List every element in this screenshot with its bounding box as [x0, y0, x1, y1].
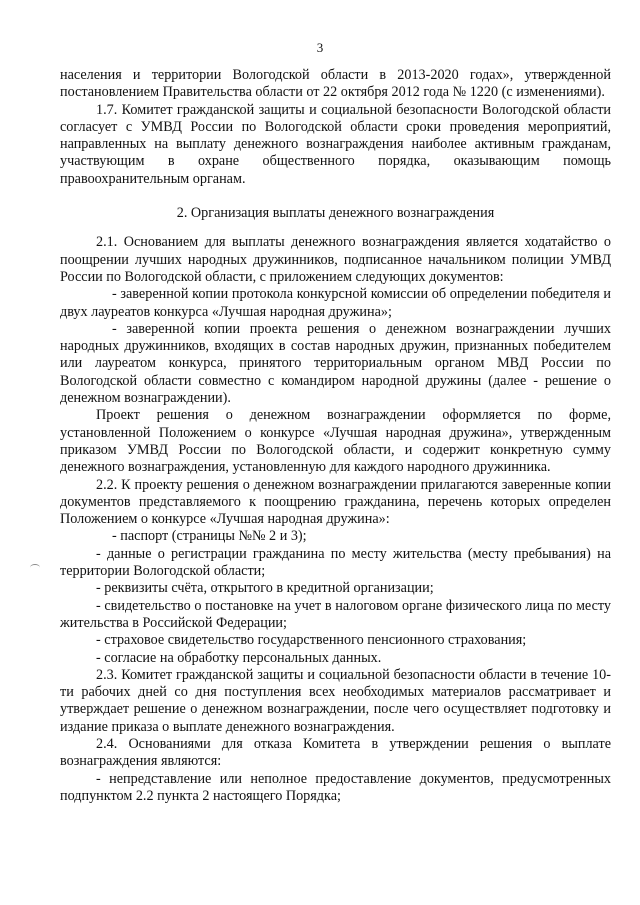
list-item: - реквизиты счёта, открытого в кредитной организации;	[96, 580, 434, 597]
list-item: - заверенной копии проекта решения о денежном вознаграждении лучших народных дружинников, входящих в состав народных дружин, признанных победителем или лауреатом конкурса, принятого территориальным органом МВД России по Вологодской области совместно с командиром народной дружины (далее - решение о денежном вознаграждении).	[60, 320, 611, 407]
paragraph-2-1: 2.1. Основанием для выплаты денежного вознаграждения является ходатайство о поощрении лучших народных дружинников, подписанное начальником полиции УМВД России по Вологодской области, с приложением следующих документов:	[60, 234, 611, 285]
document-body	[60, 67, 611, 805]
paragraph-2-4: 2.4. Основаниями для отказа Комитета в утверждении решения о выплате вознаграждения являются:	[60, 735, 611, 770]
list-item: - свидетельство о постановке на учет в налоговом органе физического лица по месту жительства в Российской Федерации;	[60, 597, 611, 631]
paragraph-project: Проект решения о денежном вознаграждении оформляется по форме, установленной Положением о конкурсе «Лучшая народная дружина», утвержденным приказом УМВД России по Вологодской области, и содержит конкретную сумму денежного вознаграждения, установленную для каждого народного дружинника.	[60, 407, 611, 476]
section-heading: 2. Организация выплаты денежного вознаграждения	[176, 205, 495, 222]
list-item: - согласие на обработку персональных данных.	[96, 649, 382, 666]
margin-mark	[30, 564, 40, 571]
list-item: - данные о регистрации гражданина по месту жительства (месту пребывания) на территории Вологодской области;	[60, 545, 611, 580]
page-number: 3	[316, 40, 324, 55]
list-item: - паспорт (страницы №№ 2 и 3);	[112, 528, 307, 545]
paragraph-1-7: 1.7. Комитет гражданской защиты и социальной безопасности Вологодской области согласует с УМВД России по Вологодской области сроки проведения мероприятий, направленных на выплату денежного вознаграждения наиболее активным гражданам, участвующим в охране общественного порядка, оказывающим помощь правоохранительным органам.	[60, 101, 611, 187]
paragraph-continuation: населения и территории Вологодской области в 2013-2020 годах», утвержденной постановлением Правительства области от 22 октября 2012 года № 1220 (с изменениями).	[60, 67, 611, 101]
list-item: - страховое свидетельство государственного пенсионного страхования;	[96, 632, 527, 649]
paragraph-2-3: 2.3. Комитет гражданской защиты и социальной безопасности области в течение 10-ти рабочих дней со дня поступления всех необходимых материалов рассматривает и утверждает решение о денежном вознаграждении, после чего осуществляет подготовку и издание приказа о выплате денежного вознаграждения.	[60, 666, 611, 735]
paragraph-2-2: 2.2. К проекту решения о денежном вознаграждении прилагаются заверенные копии документов представляемого к поощрению гражданина, перечень которых определен Положением о конкурсе «Лучшая народная дружина»:	[60, 476, 611, 528]
list-item: - непредставление или неполное предоставление документов, предусмотренных подпунктом 2.2 пункта 2 настоящего Порядка;	[60, 770, 611, 804]
list-item: - заверенной копии протокола конкурсной комиссии об определении победителя и двух лауреатов конкурса «Лучшая народная дружина»;	[60, 286, 611, 320]
